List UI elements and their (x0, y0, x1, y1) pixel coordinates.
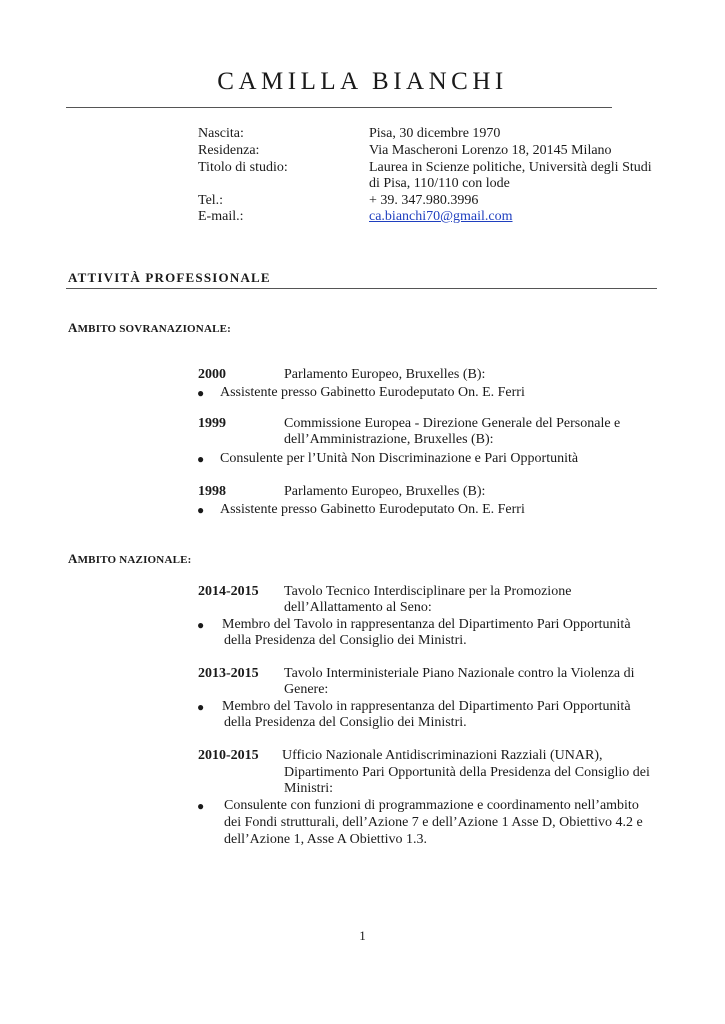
entry-role-line3: dell’Azione 1, Asse A Obiettivo 1.3. (224, 832, 427, 847)
email-link[interactable]: ca.bianchi70@gmail.com (369, 209, 513, 224)
value-tel: + 39. 347.980.3996 (369, 193, 479, 208)
bullet-icon: ● (197, 618, 205, 632)
label-email: E-mail.: (198, 209, 244, 224)
entry-year: 2014-2015 (198, 584, 259, 599)
value-residenza: Via Mascheroni Lorenzo 18, 20145 Milano (369, 143, 612, 158)
label-nascita: Nascita: (198, 126, 244, 141)
label-tel: Tel.: (198, 193, 224, 208)
bullet-icon: ● (197, 799, 205, 813)
entry-organization: Commissione Europea - Direzione Generale del Personale e (284, 416, 621, 431)
entry-role: Consulente con funzioni di programmazione e coordinamento nell’ambito (224, 798, 639, 813)
candidate-name: CAMILLA BIANCHI (217, 68, 508, 95)
section-title: ATTIVITÀ PROFESSIONALE (68, 270, 271, 285)
entry-year: 1999 (198, 416, 226, 431)
entry-organization-line2: dell’Amministrazione, Bruxelles (B): (284, 432, 494, 447)
entry-year: 2013-2015 (198, 666, 259, 681)
label-residenza: Residenza: (198, 143, 260, 158)
entry-role: Assistente presso Gabinetto Eurodeputato On. E. Ferri (220, 385, 525, 400)
entry-role: Membro del Tavolo in rappresentanza del Dipartimento Pari Opportunità (222, 699, 631, 714)
entry-organization-line2: dell’Allattamento al Seno: (284, 600, 432, 615)
bullet-icon: ● (197, 503, 205, 517)
entry-role: Membro del Tavolo in rappresentanza del Dipartimento Pari Opportunità (222, 617, 631, 632)
entry-role-line2: della Presidenza del Consiglio dei Ministri. (224, 633, 467, 648)
subsection-heading-nazionale: AMBITO NAZIONALE: (68, 551, 192, 566)
entry-role: Consulente per l’Unità Non Discriminazione e Pari Opportunità (220, 451, 579, 466)
section-divider (66, 288, 657, 289)
entry-organization-line3: Ministri: (284, 781, 334, 796)
entry-organization: Tavolo Interministeriale Piano Nazionale contro la Violenza di (284, 666, 635, 681)
value-titolo-studio-2: di Pisa, 110/110 con lode (369, 176, 510, 191)
entry-year: 2010-2015 (198, 748, 259, 763)
entry-role: Assistente presso Gabinetto Eurodeputato On. E. Ferri (220, 502, 525, 517)
entry-organization: Parlamento Europeo, Bruxelles (B): (284, 367, 486, 382)
value-titolo-studio: Laurea in Scienze politiche, Università degli Studi (369, 160, 652, 175)
entry-role-line2: della Presidenza del Consiglio dei Ministri. (224, 715, 467, 730)
entry-organization: Ufficio Nazionale Antidiscriminazioni Razziali (UNAR), (282, 748, 603, 763)
entry-year: 2000 (198, 367, 226, 382)
entry-organization-line2: Dipartimento Pari Opportunità della Presidenza del Consiglio dei (284, 765, 650, 780)
header-divider (66, 107, 612, 108)
bullet-icon: ● (197, 452, 205, 466)
entry-year: 1998 (198, 484, 226, 499)
entry-organization-line2: Genere: (284, 682, 329, 697)
label-titolo-studio: Titolo di studio: (198, 160, 288, 175)
subsection-heading-sovranazionale: AMBITO SOVRANAZIONALE: (68, 320, 232, 335)
page-number: 1 (359, 928, 366, 943)
bullet-icon: ● (197, 700, 205, 714)
entry-organization: Tavolo Tecnico Interdisciplinare per la Promozione (284, 584, 572, 599)
entry-role-line2: dei Fondi strutturali, dell’Azione 7 e dell’Azione 1 Asse D, Obiettivo 4.2 e (224, 815, 643, 830)
value-nascita: Pisa, 30 dicembre 1970 (369, 126, 501, 141)
entry-organization: Parlamento Europeo, Bruxelles (B): (284, 484, 486, 499)
bullet-icon: ● (197, 386, 205, 400)
